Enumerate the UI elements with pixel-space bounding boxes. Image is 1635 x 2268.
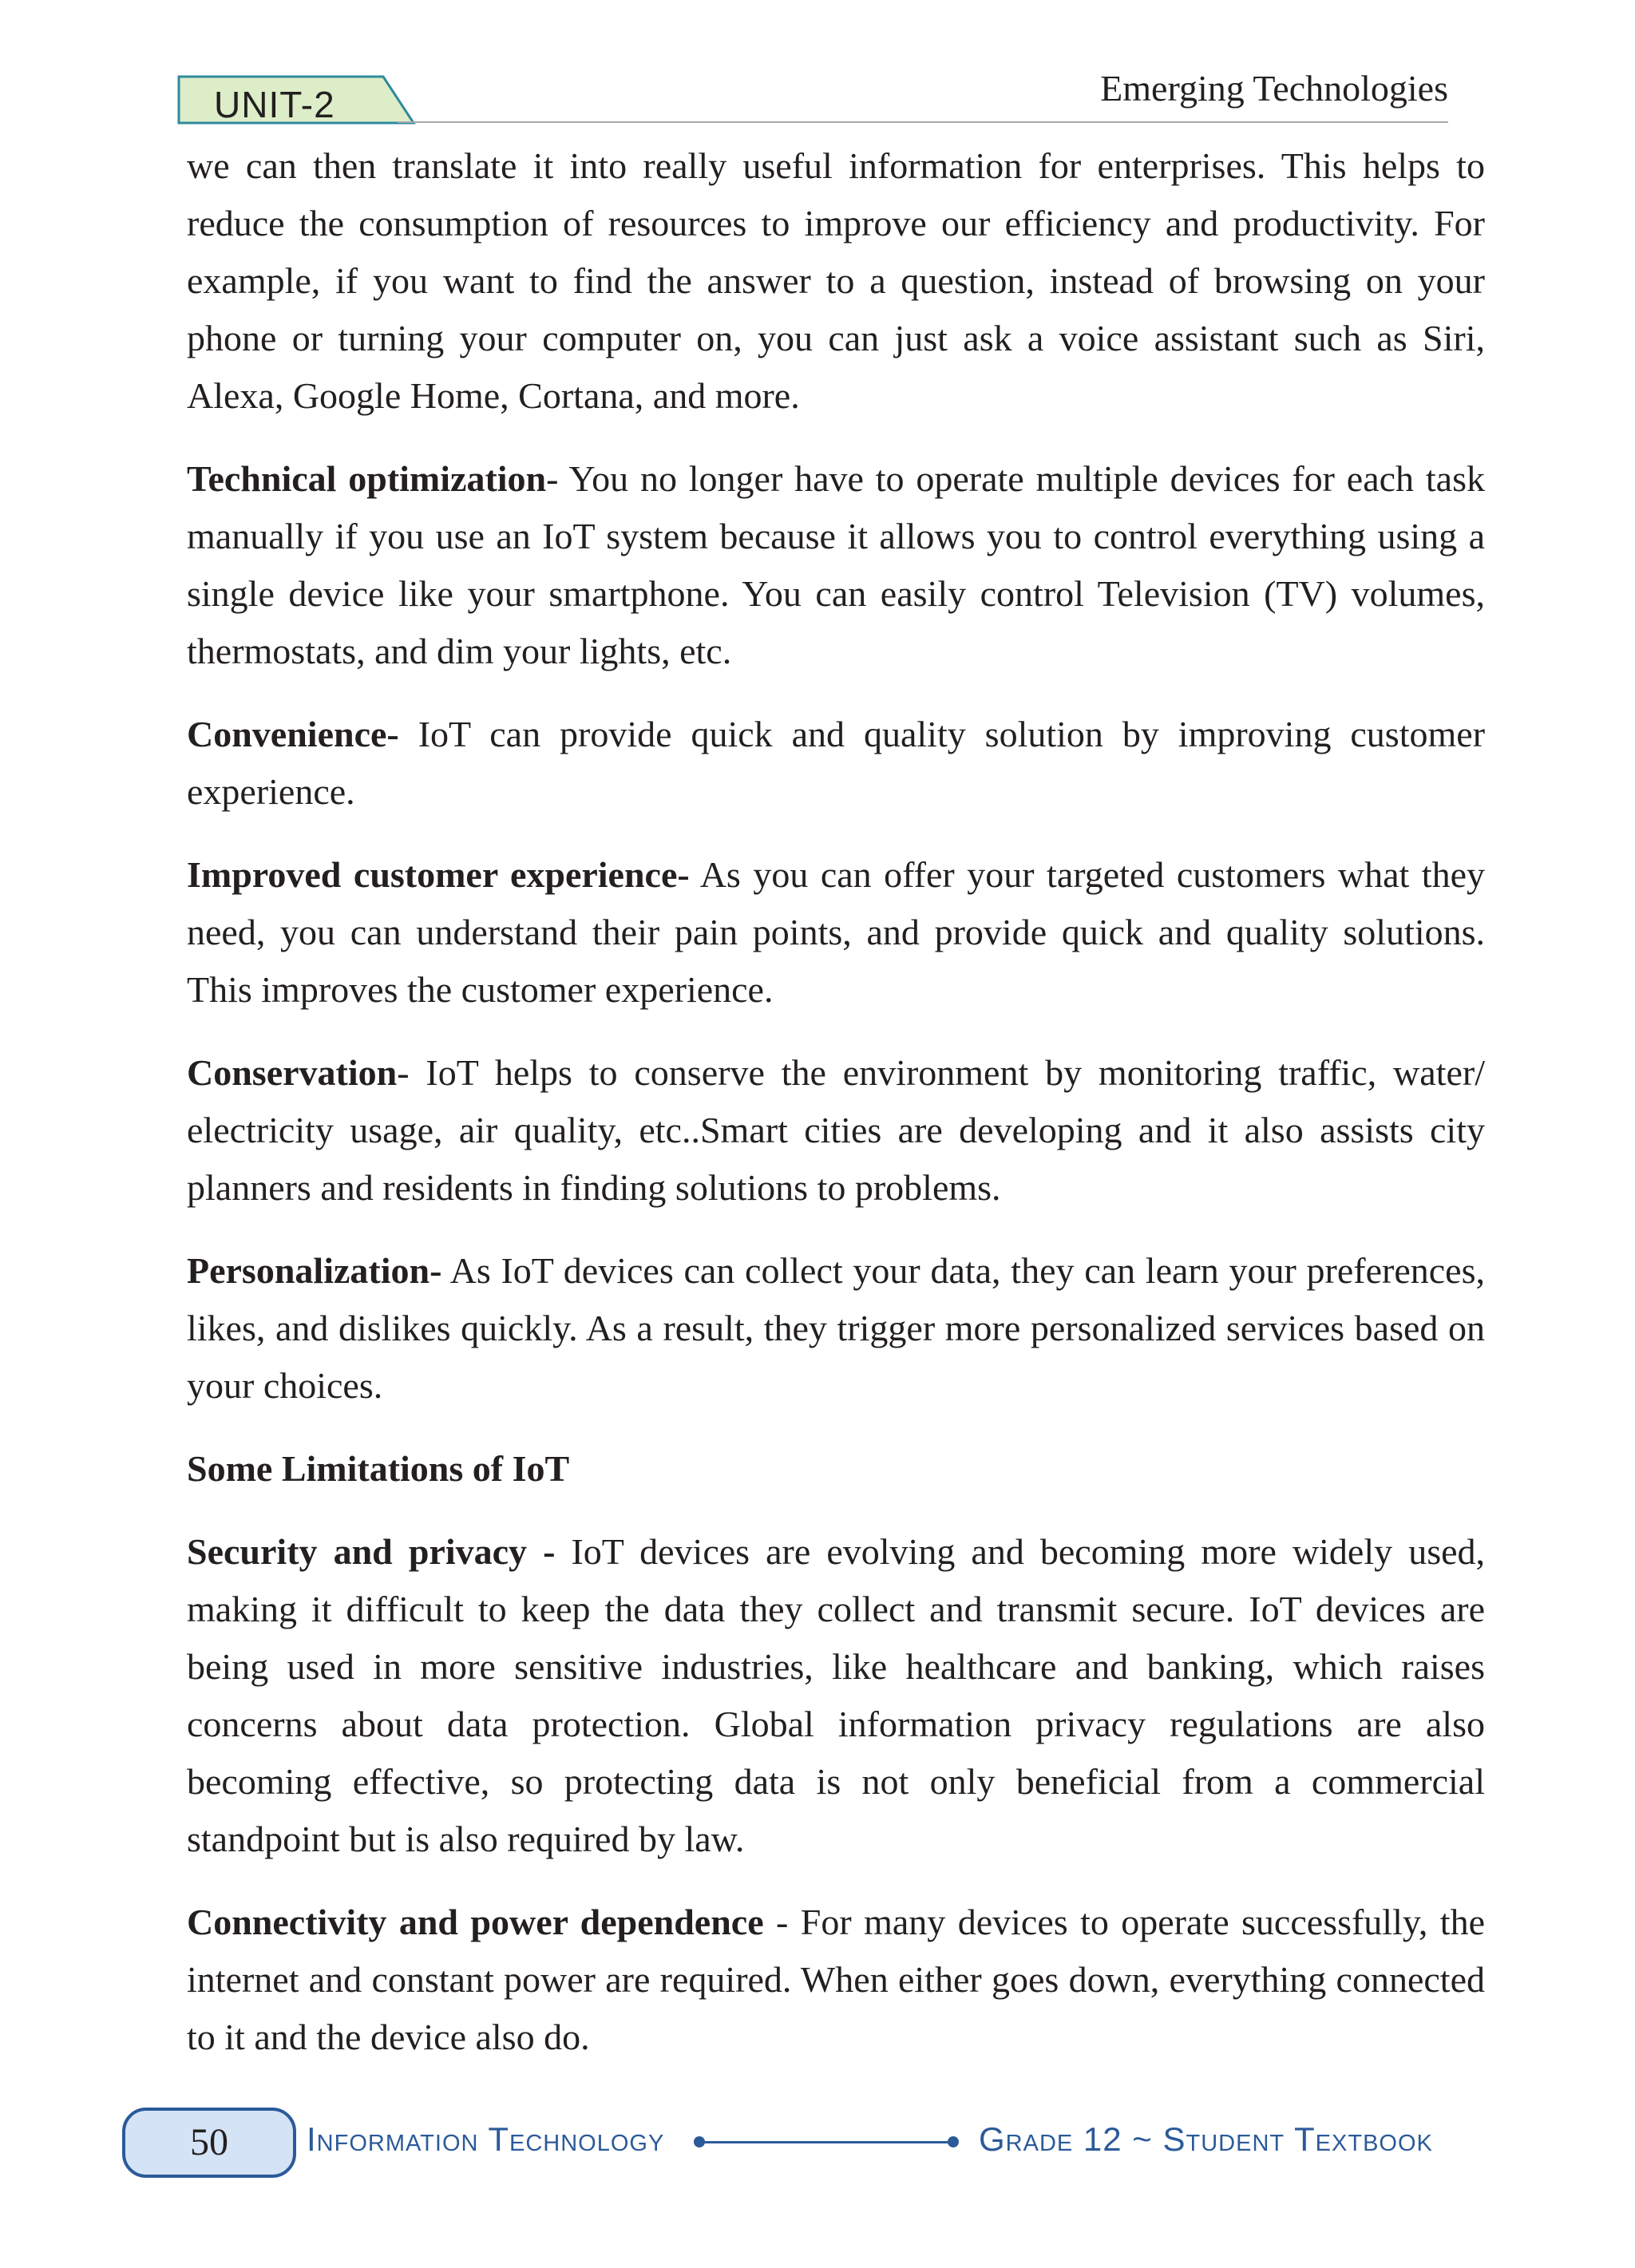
paragraph-text: As you can offer your targeted customers what they need, you can understand their pain points, and provide quick and quality solutions. This improves the customer experience. (187, 854, 1486, 1010)
separator: - (397, 1052, 426, 1093)
term: Personalization- (187, 1250, 442, 1291)
footer-line (699, 2141, 953, 2143)
paragraph-text: You no longer have to operate multiple devices for each task manually if you use an IoT system because it allows you to control everything using a single device like your smartphone. You can easily control Television (TV) volumes, thermostats, and dim your lights, etc. (187, 458, 1485, 671)
footer-line-dot-right (948, 2136, 959, 2147)
paragraph-security-privacy (187, 1523, 1485, 1868)
paragraph-conservation (187, 1044, 1485, 1217)
paragraph-text: IoT helps to conserve the environment by monitoring traffic, water/ electricity usage, air quality, etc..Smart cities are developing and it also assists city planners and residents in finding solutions to problems. (187, 1052, 1485, 1208)
header-title: Emerging Technologies (1100, 68, 1448, 109)
paragraph-convenience (187, 706, 1485, 821)
separator: - (763, 1902, 801, 1942)
paragraph-personalization (187, 1242, 1485, 1415)
paragraph-connectivity-power (187, 1894, 1485, 2066)
term: Connectivity and power dependence (187, 1902, 764, 1942)
term: Convenience- (187, 714, 399, 754)
page-number: 50 (190, 2121, 228, 2163)
separator: - (546, 458, 569, 499)
page-header (0, 0, 1635, 136)
separator (690, 854, 700, 895)
footer-grade: Grade 12 ~ Student Textbook (979, 2120, 1433, 2158)
header-rule (398, 121, 1448, 123)
paragraph-text: For many devices to operate successfully, the internet and constant power are required. When either goes down, everything connected to it and the device also do. (187, 1902, 1485, 2057)
separator (441, 1250, 449, 1291)
paragraph-improved-customer-experience (187, 846, 1485, 1019)
paragraph-technical-optimization (187, 450, 1485, 680)
separator (399, 714, 418, 754)
paragraph-text: As IoT devices can collect your data, they can learn your preferences, likes, and dislikes quickly. As a result, they trigger more personalized services based on your choices. (187, 1250, 1485, 1406)
section-heading: Some Limitations of IoT (187, 1448, 570, 1489)
term: Technical optimization (187, 458, 547, 499)
term: Improved customer experience- (187, 854, 690, 895)
paragraph-text: IoT devices are evolving and becoming more widely used, making it difficult to keep the data they collect and transmit secure. IoT devices are being used in more sensitive industries, like healthcare and banking, which raises concerns about data protection. Global information privacy regulations are also becoming effective, so protecting data is not only beneficial from a commercial standpoint but is also required by law. (187, 1531, 1486, 1859)
footer-subject: Information Technology (307, 2120, 665, 2158)
term: Security and privacy - (187, 1531, 556, 1572)
page-footer (0, 2092, 1635, 2187)
paragraph-text: IoT can provide quick and quality solution by improving customer experience. (187, 714, 1486, 812)
term: Conservation (187, 1052, 398, 1093)
unit-label: UNIT-2 (214, 84, 335, 125)
separator (555, 1531, 571, 1572)
page-content (187, 137, 1485, 2092)
intro-paragraph: we can then translate it into really useful information for enterprises. This helps to reduce the consumption of resources to improve our efficiency and productivity. For example, if you want to find the answer to a question, instead of browsing on your phone or turning your computer on, you can just ask a voice assistant such as Siri, Alexa, Google Home, Cortana, and more. (187, 145, 1485, 416)
